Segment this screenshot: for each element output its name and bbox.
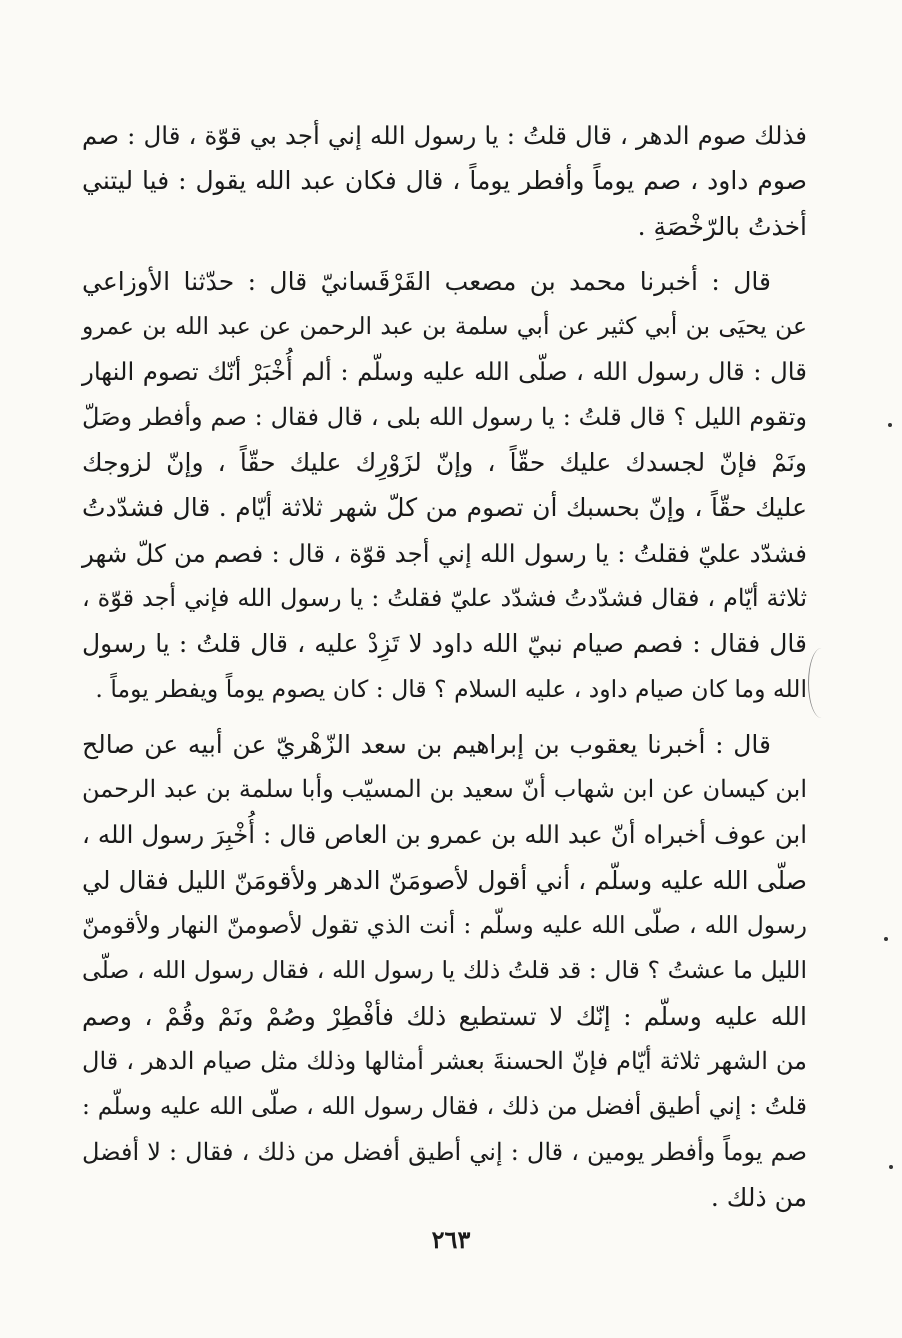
text-line: فذلك صوم الدهر ، قال قلتُ : يا رسول الله إني أجد بي قوّة ، قال : صم	[82, 121, 807, 150]
margin-dot	[888, 423, 892, 427]
text-line: صم يوماً وأفطر يومين ، قال : إني أطيق أفضل من ذلك ، فقال : لا أفضل	[82, 1137, 807, 1166]
text-line: قال فقال : فصم صيام نبيّ الله داود لا تَزِدْ عليه ، قال قلتُ : يا رسول	[82, 629, 807, 659]
text-line: الله عليه وسلّم : إنّك لا تستطيع ذلك فأفْطِرْ وصُمْ ونَمْ وقُمْ ، وصم	[82, 1001, 807, 1031]
margin-bracket-mark	[808, 648, 835, 718]
text-line: قال : قال رسول الله ، صلّى الله عليه وسلّم : ألم أُخْبَرْ أنّك تصوم النهار	[82, 357, 807, 387]
text-line: صوم داود ، صم يوماً وأفطر يوماً ، قال فكان عبد الله يقول : فيا ليتني	[82, 166, 807, 196]
text-line: ثلاثة أيّام ، فقال فشدّدتُ فشدّد عليّ فقلتُ : يا رسول الله فإني أجد قوّة ،	[82, 583, 807, 612]
text-line: ونَمْ فإنّ لجسدك عليك حقّاً ، وإنّ لزَوْرِك عليك حقّاً ، وإنّ لزوجك	[82, 448, 807, 478]
text-line: من ذلك .	[710, 1182, 807, 1212]
text-line: رسول الله ، صلّى الله عليه وسلّم : أنت الذي تقول لأصومنّ النهار ولأقومنّ	[82, 911, 807, 940]
paragraph-1	[82, 113, 807, 249]
text-line: صلّى الله عليه وسلّم ، أني أقول لأصومَنّ الدهر ولأقومَنّ الليل فقال لي	[82, 865, 807, 895]
text-line: قلتُ : إني أطيق أفضل من ذلك ، فقال رسول الله ، صلّى الله عليه وسلّم :	[82, 1092, 807, 1121]
text-line: ابن عوف أخبراه أنّ عبد الله بن عمرو بن العاص قال : أُخْبِرَ رسول الله ،	[82, 820, 807, 850]
margin-dot	[884, 937, 888, 941]
margin-dot	[889, 1165, 893, 1169]
text-line: ابن كيسان عن ابن شهاب أنّ سعيد بن المسيّب وأبا سلمة بن عبد الرحمن	[82, 775, 808, 804]
paragraph-3	[82, 722, 807, 1220]
text-line: عليك حقّاً ، وإنّ بحسبك أن تصوم من كلّ شهر ثلاثة أيّام . قال فشدّدتُ	[82, 493, 807, 523]
paragraph-2	[82, 259, 807, 712]
text-line: الليل ما عشتُ ؟ قال : قد قلتُ ذلك يا رسول الله ، فقال رسول الله ، صلّى	[82, 956, 807, 985]
text-line: قال : أخبرنا محمد بن مصعب القَرْقَسانيّ قال : حدّثنا الأوزاعي	[82, 266, 771, 296]
text-line: عن يحيَى بن أبي كثير عن أبي سلمة بن عبد الرحمن عن عبد الله بن عمرو	[82, 312, 807, 341]
page-body	[82, 113, 807, 1230]
page-number: ٢٦٣	[431, 1225, 471, 1254]
text-line: الله وما كان صيام داود ، عليه السلام ؟ قال : كان يصوم يوماً ويفطر يوماً .	[95, 674, 807, 703]
text-line: من الشهر ثلاثة أيّام فإنّ الحسنةَ بعشر أمثالها وذلك مثل صيام الدهر ، قال	[82, 1046, 808, 1075]
text-line: أخذتُ بالرّخْصَةِ .	[637, 211, 807, 241]
text-line: قال : أخبرنا يعقوب بن إبراهيم بن سعد الزّهْريّ عن أبيه عن صالح	[82, 729, 771, 759]
text-line: فشدّد عليّ فقلتُ : يا رسول الله إني أجد قوّة ، قال : فصم من كلّ شهر	[82, 538, 807, 568]
text-line: وتقوم الليل ؟ قال قلتُ : يا رسول الله بلى ، قال فقال : صم وأفطر وصَلّ	[82, 402, 807, 431]
